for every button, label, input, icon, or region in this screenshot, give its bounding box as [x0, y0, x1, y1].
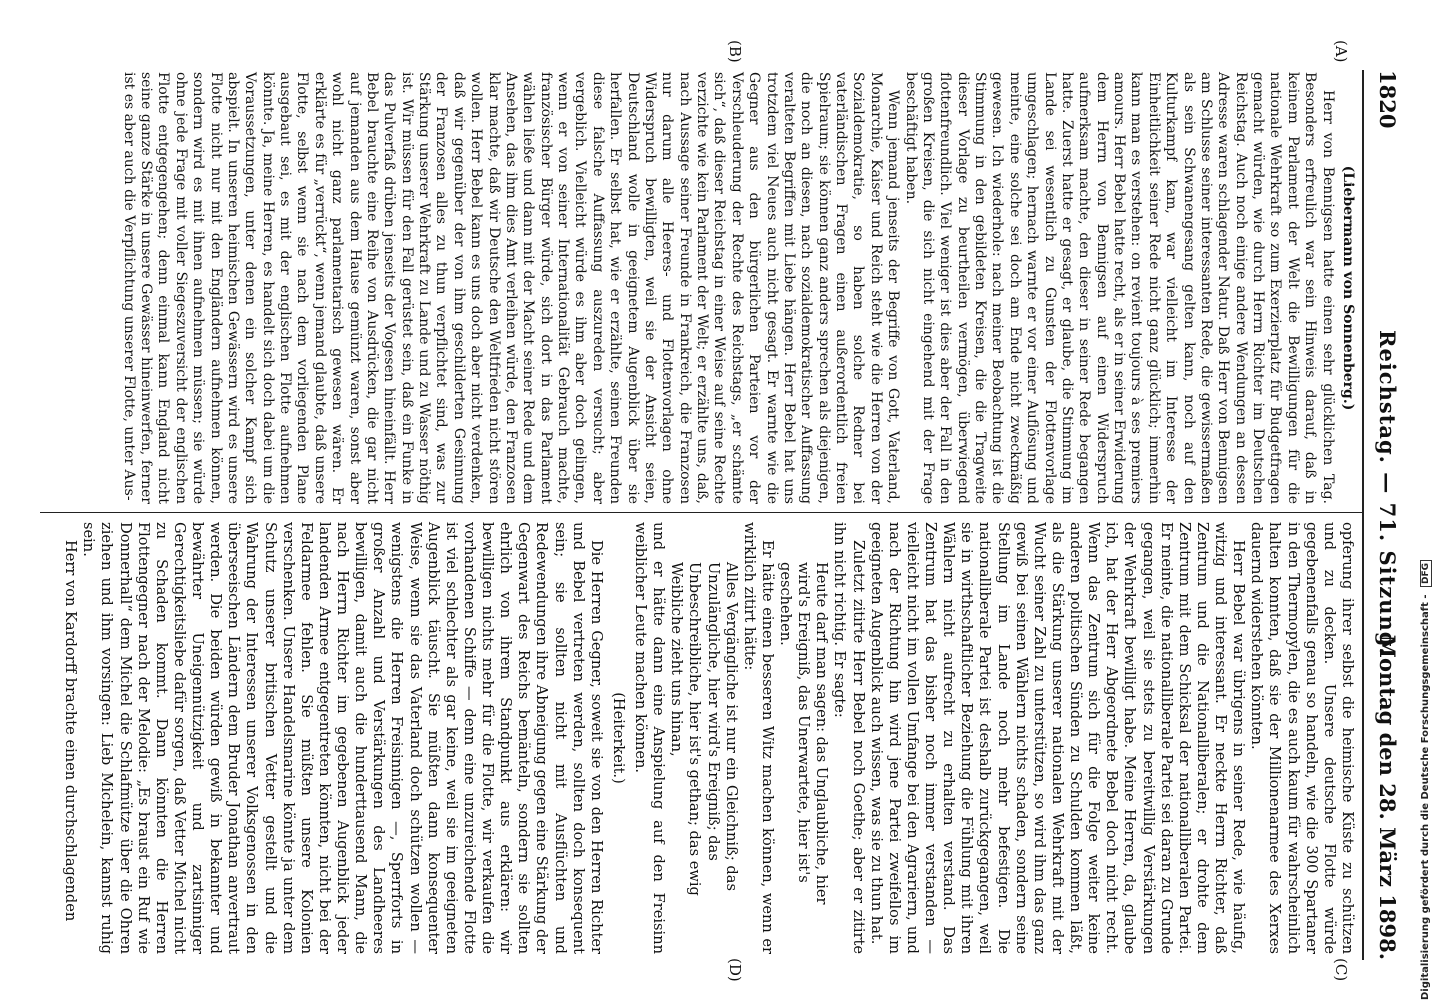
page-number: 1820: [1375, 70, 1400, 129]
margin-mark-a: (A): [1332, 40, 1350, 63]
dfg-logo: DFG: [1420, 560, 1432, 587]
paragraph: Herr von Bennigsen hatte einen sehr glücklichen Tag. Besonders erfreulich war sein Hinweis darauf, daß in keinem Parlament der Welt die Bewilligungen für die nationale Wehrkraft so zum Exerzierplatz für Budgetfragen gemacht würden, wie durch Herrn Richter im Deutschen Reichstag. Auch noch einige andere Wendungen an dessen Adresse waren schlagender Natur. Daß Herr von Bennigsen am Schlusse seiner interessanten Rede, die gewissermaßen als sein Schwanengesang gelten kann, noch auf den Kulturkampf kam, war vielleicht im Interesse der Einheitlichkeit seiner Rede nicht ganz glücklich; immerhin kann man es verstehen: on revient toujours à ses premiers amours. Herr Bebel hatte recht, als er in seiner Erwiderung dem Herrn von Bennigsen auf einen Widerspruch aufmerksam machte, den dieser in seiner Rede begangen hatte. Zuerst hatte er gesagt, er glaube, die Stimmung im Lande sei wesentlich zu Gunsten der Flottenvorlage umgeschlagen; hernach warnte er vor einer Auflösung und meinte, eine solche sei doch am Ende nicht zweckmäßig gewesen. Ich wiederhole: nach meiner Beobachtung ist die Stimmung in den gebildeten Kreisen, die die Tragweite dieser Vorlage zu beurtheilen vermögen, überwiegend flottenfreundlich. Viel weniger ist dies aber der Fall in den großen Kreisen, die sich nicht eingehend mit der Frage beschäftigt haben.: [902, 72, 1336, 504]
paragraph: opferung ihrer selbst die heimische Küste zu schützen und zu decken. Unsere deutsche Flotte würde gegebenenfalls genau so handeln, wie die 300 Spartaner in den Thermopylen, die es auch kaum für wahrscheinlich halten konnten, daß sie der Millionenarmee des Xerxes dauernd widerstehen könnten.: [1248, 522, 1356, 954]
margin-mark-d: (D): [726, 958, 744, 982]
paragraph: Herr Bebel war übrigens in seiner Rede, wie häufig, witzig und interessant. Er neckte Herrn Richter, daß Zentrum und die Nationalliberalen; er drohte dem Zentrum mit dem Schicksal der nationalliberalen Partei. Er meinte, die nationalliberale Partei sei daran zu Grunde gegangen, weil sie stets zu bereitwillig Verstärkungen der Wehrkraft bewilligt habe. Meine Herren, da, glaube ich, hat der Herr Abgeordnete Bebel doch nicht recht. Wenn das Zentrum sich für die Folge weiter keine anderen politischen Sünden zu Schulden kommen läßt, als die Stärkung unserer nationalen Wehrkraft mit der Wucht seiner Zahl zu unterstützen, so wird ihm das ganz gewiß bei seinen Wählern nichts schaden, sondern seine Stellung im Lande noch mehr befestigen. Die nationalliberale Partei ist deshalb zurückgegangen, weil sie in wirthschaftlicher Beziehung die Fühlung mit ihren Wählern nicht aufrecht zu erhalten verstand. Das Zentrum hat das bisher noch immer verstanden — vielleicht nicht im vollen Umfange bei den Agrariern, und nach der Richtung hin wird jene Partei zweifellos im geeigneten Augenblick auch wissen, was sie zu thun hat.: [867, 522, 1248, 954]
quoted-verse: Alles Vergängliche ist nur ein Gleichniß; das Unzulängliche, hier wird's Ereigniß; das Unbeschreibliche, hier ist's gethan; das ewig Weibliche zieht uns hinan,: [668, 562, 740, 896]
credit-text: Digitalisierung gefördert durch die Deutsche Forschungsgemeinschaft -: [1420, 594, 1431, 1000]
page-title: Reichstag. — 71. Sitzung.: [1375, 330, 1400, 656]
quoted-verse: Heute darf man sagen: das Unglaubliche, hier wird's Ereigniß, das Unerwartete, hier ist's geschehen.: [777, 562, 831, 905]
speaker-name: (Liebermann von Sonnenberg.): [1340, 165, 1356, 411]
margin-mark-c: (C): [1332, 958, 1350, 982]
paragraph: Wenn jemand jenseits der Begriffe von Gott, Vaterland, Monarchie, Kaiser und Reich steht wie die Herren von der Sozialdemokratie, so haben solche Redner bei vaterländischen Fragen einen außerordentlich freien Spielraum; sie können ganz anders sprechen als diejenigen, die noch an diesen, nach sozialdemokratischer Auffassung veralteten Begriffen mit Liebe hängen. Herr Bebel hat uns trotzdem viel Neues auch nicht gesagt. Er warnte wie die Gegner aus den bürgerlichen Parteien vor der Verschleuderung der Rechte des Reichstags, „er schämte sich“, daß dieser Reichstag in einer Weise auf seine Rechte verzichte wie kein Parlament der Welt; er erzählte uns, daß, nach Aussage seiner Freunde in Frankreich, die Franzosen nur darum alle Heeres- und Flottenvorlagen ohne Widerspruch bewilligten, weil sie der Ansicht seien, Deutschland wolle in geeignetem Augenblick über sie herfallen. Er selbst hat, wie er erzählte, seinen Freunden diese falsche Auffassung auszureden versucht; aber vergeblich. Vielleicht würde es ihm aber doch gelingen, wenn er von seiner Internationalität Gebrauch machte, französischer Bürger würde, sich dort in das Parlament wählen ließe und dann mit der Macht seiner Rede und dem Ansehen, das ihm dies Amt verleihen würde, den Franzosen klar machte, daß wir Deutsche den Weltfrieden nicht stören wollen. Herr Bebel kann es uns doch aber nicht verdenken, daß wir gegenüber der von ihm geschilderten Gesinnung der Franzosen alles zu thun verpflichtet sind, was zur Stärkung unserer Wehrkraft zu Lande und zu Wasser nöthig ist. Wir müssen für den Fall gerüstet sein, daß ein Funke in das Pulverfaß drüben jenseits der Vogesen hineinfällt. Herr Bebel brauchte eine Reihe von Ausdrücken, die gar nicht auf jemanden aus dem Hause gemünzt waren, sonst aber wohl nicht ganz parlamentarisch gewesen wären. Er erklärte es für „verrückt“, wenn jemand glaubte, daß unsere Flotte, selbst wenn sie nach dem vorliegenden Plane ausgebaut sei, es mit der englischen Flotte aufnehmen könnte. Ja, meine Herren, es handelt sich doch dabei um die Voraussetzungen, unter denen ein solcher Kampf sich abspielt. In unseren heimischen Gewässern wird es unsere Flotte nicht nur mit den Engländern aufnehmen können, sondern wird es mit ihnen aufnehmen müssen; sie würde ohne jede Frage mit voller Siegeszuversicht der englischen Flotte entgegengehen; denn einmal kann England nicht seine ganze Stärke in unsere Gewässer hineinwerfen, ferner ist es aber auch die Verpflichtung unserer Flotte, unter Aus-: [120, 72, 902, 504]
right-column: [40, 522, 1356, 954]
left-column: [40, 72, 1356, 504]
digitization-credit: [1420, 0, 1432, 1000]
column-divider: [40, 512, 1362, 513]
paragraph: Herr von Kardorff brachte einen durchschlagenden: [62, 540, 80, 922]
paragraph: Die Herren Gegner, soweit sie von den Herren Richter und Bebel vertreten werden, sollten doch konsequent sein; sie sollten nicht mit Ausflüchten und Redewendungen ihre Abneigung gegen eine Stärkung der Gegenwart des Reichs bemänteln, sondern sie sollten ehrlich von ihrem Standpunkt aus erklären: wir bewilligen nichts mehr für die Flotte, wir verkaufen die vorhandenen Schiffe — denn eine unzureichende Flotte ist viel schlechter als gar keine, weil sie im geeigneten Augenblick täuscht. Sie müßten dann konsequenter Weise, wenn sie das Vaterland doch schützen wollen — wenigstens die Herren Freisinnigen —, Sperrforts in großer Anzahl und Verstärkungen des Landheeres bewilligen, damit auch die hunderttausend Mann, die nach Herrn Richter im gegebenen Augenblick jeder landenden Armee entgegentreten könnten, nicht bei der Feldarmee fehlen. Sie müßten unsere Kolonien verschenken. Unsere Handelsmarine könnte ja unter dem Schutz unserer britischen Vetter gestellt und die Wahrung der Interessen unserer Volksgenossen in den überseeischen Ländern dem Bruder Jonathan anvertraut werden. Die beiden würden gewiß in bekannter und bewährter Uneigennützigkeit und zartsinniger Gerechtigkeitsliebe dafür sorgen, daß Vetter Michel nicht zu Schaden kommt. Dann könnten die Herren Flottengegner nach der Melodie: „Es braust ein Ruf wie Donnerhall“ dem Michel die Schlafmütze über die Ohren ziehen und ihm vorsingen: Lieb Michelein, kannst ruhig sein.: [80, 522, 605, 954]
interjection: (Heiterkeit.): [610, 692, 627, 784]
header-rule: [1362, 70, 1364, 960]
paragraph: und er hätte dann eine Anspielung auf den Freisinn weiblicher Leute machen können.: [632, 522, 668, 954]
paragraph: Zuletzt zitirte Herr Bebel noch Goethe; aber er zitirte ihn nicht richtig. Er sagte:: [831, 522, 867, 954]
paragraph: Er hätte einen besseren Witz machen können, wenn er wirklich zitirt hätte:: [740, 522, 776, 954]
margin-mark-b: (B): [726, 40, 744, 63]
page-date: Montag den 28. März 1898.: [1375, 634, 1400, 960]
page-header: [1364, 70, 1404, 960]
